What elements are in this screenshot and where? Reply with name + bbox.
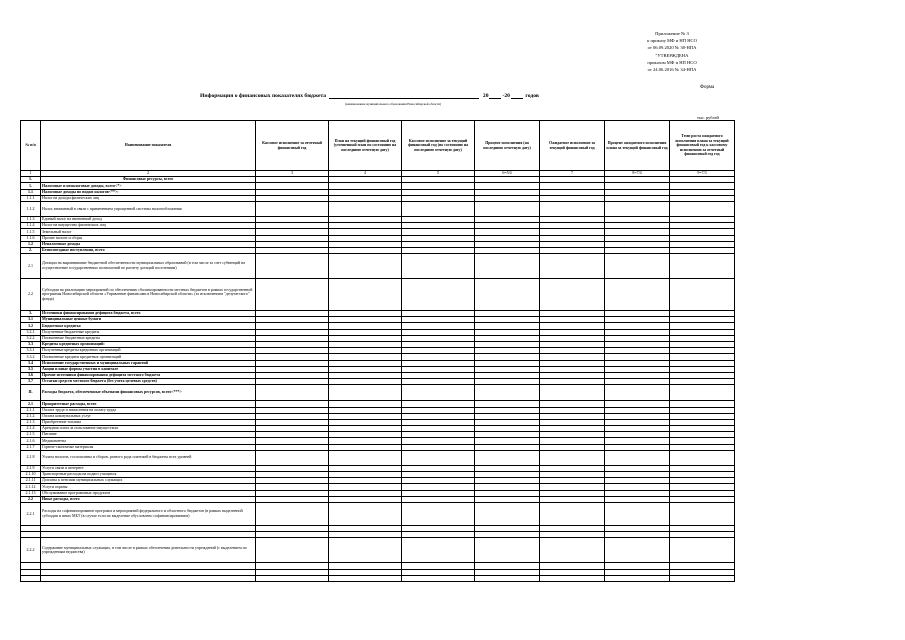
value-cell[interactable]	[540, 201, 605, 216]
row-name: Уплата налогов, госпошлины и сборов, разного рода платежей в бюджеты всех уровней	[41, 450, 256, 465]
value-cell[interactable]	[605, 575, 670, 581]
value-cell[interactable]	[402, 450, 475, 465]
table-row	[21, 385, 735, 401]
row-code: 1.1.2	[21, 201, 41, 216]
title-text: Информация о финансовых показателях бюджета	[200, 93, 327, 99]
approval-line: "УТВЕРЖДЕНА	[655, 52, 689, 58]
row-code: 2.1.7	[21, 444, 41, 450]
row-name: Налоговые доходы по видам налогов<**>:	[41, 189, 256, 195]
value-cell[interactable]	[605, 538, 670, 563]
row-code: 1.	[21, 183, 41, 189]
value-cell[interactable]	[605, 201, 670, 216]
value-cell[interactable]	[402, 502, 475, 525]
value-cell[interactable]	[402, 385, 475, 401]
row-code: II.	[21, 385, 41, 401]
value-cell[interactable]	[402, 201, 475, 216]
table-row	[21, 201, 735, 216]
row-name: Арендная плата за пользование имуществом	[41, 426, 256, 432]
title-blank-line	[329, 98, 479, 99]
value-cell[interactable]	[329, 575, 402, 581]
row-code: 2.2	[21, 279, 41, 311]
row-name: Полученные бюджетные кредиты	[41, 329, 256, 335]
row-name: Обслуживание программных продуктов	[41, 490, 256, 496]
value-cell[interactable]	[329, 279, 402, 311]
row-code	[21, 575, 41, 581]
column-header: План на текущий финансовый год (уточненный план по состоянию на последнюю отчетную дату)	[329, 121, 402, 171]
financial-indicators-table	[20, 120, 735, 582]
row-name: Оплата труда и начисления на оплату труда	[41, 407, 256, 413]
row-name: Оплата коммунальных услуг	[41, 413, 256, 419]
value-cell[interactable]	[475, 575, 540, 581]
row-code: 2.1.6	[21, 438, 41, 444]
row-name: Бюджетные кредиты:	[41, 323, 256, 329]
form-label: Форма	[700, 85, 715, 90]
row-code: 1.1.6	[21, 235, 41, 241]
column-number: 7	[540, 171, 605, 177]
column-number: 1	[21, 171, 41, 177]
row-name: Приоритетные расходы, всего	[41, 401, 256, 407]
row-name: Приобретение топлива	[41, 419, 256, 425]
value-cell[interactable]	[329, 201, 402, 216]
row-name: Единый налог на вмененный доход	[41, 216, 256, 222]
value-cell[interactable]	[605, 279, 670, 311]
row-code: 2.2.1	[21, 502, 41, 525]
column-number: 8=7/4	[605, 171, 670, 177]
table-row	[21, 502, 735, 525]
row-name: Акции и иные формы участия в капитале	[41, 366, 256, 372]
column-number: 9=7/3	[670, 171, 735, 177]
title-subtitle: (наименование муниципального образования Новосибирской области)	[345, 102, 441, 106]
row-code: 2.1.11	[21, 478, 41, 484]
row-code: 2.1.3	[21, 419, 41, 425]
value-cell[interactable]	[605, 450, 670, 465]
value-cell[interactable]	[540, 450, 605, 465]
title-year-mid: -20	[502, 93, 510, 99]
row-name: Горюче-смазочные материалы	[41, 444, 256, 450]
column-header: Кассовое исполнение за отчетный финансовый год	[256, 121, 329, 171]
row-code: 1.2	[21, 241, 41, 247]
value-cell[interactable]	[256, 502, 329, 525]
row-code: 2.1	[21, 254, 41, 279]
row-code: 2.2.2	[21, 538, 41, 563]
row-code: 3.6	[21, 372, 41, 378]
row-name: Безвозмездные поступления, всего	[41, 247, 256, 253]
row-code: 3.2	[21, 323, 41, 329]
row-name: Иные расходы, всего	[41, 496, 256, 502]
column-header: Процент ожидаемого исполнения плана за текущий финансовый год	[605, 121, 670, 171]
row-code: 3.7	[21, 379, 41, 385]
value-cell[interactable]	[329, 254, 402, 279]
row-code: 2.1.8	[21, 450, 41, 465]
title-year-suffix: годов	[525, 93, 539, 99]
row-name: Медикаменты	[41, 438, 256, 444]
row-code: 1.1	[21, 189, 41, 195]
row-code: 3.2.1	[21, 329, 41, 335]
column-header: Кассовое исполнение за текущий финансовый год (по состоянию на последнюю отчетную дату)	[402, 121, 475, 171]
row-name: Дотации на выравнивание бюджетной обеспеченности муниципальных образований (в том числе за счет субвенций на осуществление государственных полномочий по расчету дотаций поселениям)	[41, 254, 256, 279]
row-name: Прочие источники финансирования дефицита местного бюджета	[41, 372, 256, 378]
column-header: Наименование показателя	[41, 121, 256, 171]
approval-line: от 24.06.2016 № 34-НПА	[647, 67, 697, 73]
value-cell[interactable]	[475, 385, 540, 401]
header-row	[21, 121, 735, 171]
row-name: Расходы на софинансирование программ и мероприятий федерального и областного бюджетов (в рамках выделенной субсидии и иных МБТ (в случае если их выделение обусловлено софинансированием)	[41, 502, 256, 525]
row-code: 1.1.4	[21, 223, 41, 229]
row-code: 2.1.10	[21, 472, 41, 478]
row-name: Погашенные кредиты кредитных организаций	[41, 354, 256, 360]
title-year-blank	[489, 98, 501, 99]
row-code: 2.1.2	[21, 413, 41, 419]
row-name: Погашенные бюджетные кредиты	[41, 335, 256, 341]
value-cell[interactable]	[402, 575, 475, 581]
row-code: 3.3.1	[21, 348, 41, 354]
value-cell[interactable]	[402, 538, 475, 563]
value-cell[interactable]	[256, 201, 329, 216]
row-name: Полученные кредиты кредитных организаций	[41, 348, 256, 354]
row-code: 1.1.5	[21, 229, 41, 235]
column-number: 3	[256, 171, 329, 177]
value-cell[interactable]	[670, 201, 735, 216]
row-code: 1.1.3	[21, 216, 41, 222]
row-name: Транспортные расходы на подвоз учащихся	[41, 472, 256, 478]
table-row	[21, 279, 735, 311]
approval-line: Приложение № 3	[655, 31, 689, 36]
value-cell[interactable]	[670, 385, 735, 401]
value-cell[interactable]	[256, 254, 329, 279]
value-cell[interactable]	[402, 279, 475, 311]
value-cell[interactable]	[329, 385, 402, 401]
approval-block	[612, 30, 732, 73]
row-code: I.	[21, 177, 41, 183]
row-code: 2.1.13	[21, 490, 41, 496]
value-cell[interactable]	[540, 385, 605, 401]
row-code: 2.1.1	[21, 407, 41, 413]
approval-line: от 06.09.2020 № 38-НПА	[647, 45, 697, 51]
value-cell[interactable]	[605, 385, 670, 401]
row-name: Остатки средств местного бюджета (без учета целевых средств)	[41, 379, 256, 385]
row-name: Услуги связи и интернет	[41, 465, 256, 471]
row-name: Земельный налог	[41, 229, 256, 235]
title-year-blank	[511, 98, 523, 99]
value-cell[interactable]	[256, 575, 329, 581]
row-code: 3.3.2	[21, 354, 41, 360]
column-header: Темп роста ожидаемого исполнения плана за текущий финансовый год к кассовому исполнению за отчетный финансовый год год	[670, 121, 735, 171]
value-cell[interactable]	[540, 279, 605, 311]
column-header: Процент исполнения (на последнюю отчетную дату)	[475, 121, 540, 171]
row-code: 2.1.5	[21, 432, 41, 438]
table-row	[21, 575, 735, 581]
row-code: 2.1.12	[21, 484, 41, 490]
value-cell[interactable]	[670, 450, 735, 465]
row-code: 3.2.2	[21, 335, 41, 341]
value-cell[interactable]	[256, 450, 329, 465]
value-cell[interactable]	[475, 538, 540, 563]
title-year-prefix: 20	[482, 93, 489, 99]
value-cell[interactable]	[329, 450, 402, 465]
row-name: Источники финансирования дефицита бюджета, всего	[41, 311, 256, 317]
value-cell[interactable]	[605, 502, 670, 525]
value-cell[interactable]	[256, 538, 329, 563]
column-header: Ожидаемое исполнение за текущий финансовый год	[540, 121, 605, 171]
value-cell[interactable]	[475, 450, 540, 465]
row-name	[41, 575, 256, 581]
row-name: Кредиты кредитных организаций:	[41, 342, 256, 348]
row-name: Исполнение государственных и муниципальных гарантий	[41, 360, 256, 366]
row-name: Расходы бюджета, обеспеченные объемами финансовых ресурсов, всего<***>	[41, 385, 256, 401]
units-label: тыс. рублей	[697, 115, 719, 120]
approval-line: к приказу МФ и НП НСО	[647, 38, 697, 44]
value-cell[interactable]	[256, 385, 329, 401]
value-cell[interactable]	[329, 538, 402, 563]
column-header: № п/п	[21, 121, 41, 171]
approval-line: приказом МФ и НП НСО	[647, 59, 697, 65]
row-name: Неналоговые доходы	[41, 241, 256, 247]
row-name: Налог, взимаемый в связи с применением упрощенной системы налогообложения	[41, 201, 256, 216]
value-cell[interactable]	[670, 279, 735, 311]
row-code: 1.1.1	[21, 195, 41, 201]
document-title	[200, 93, 620, 99]
column-number: 6=5/4	[475, 171, 540, 177]
row-code: 2.1.4	[21, 426, 41, 432]
row-name: Субсидии на реализацию мероприятий по обеспечению сбалансированности местных бюджетов в рамках государственной программы Новосибирской области «Управление финансами в Новосибирской области» (за исключением "депутатского" фонда)	[41, 279, 256, 311]
table-row	[21, 538, 735, 563]
value-cell[interactable]	[540, 254, 605, 279]
row-code: 3.3	[21, 342, 41, 348]
row-name: Доплаты к пенсиям муниципальных служащих	[41, 478, 256, 484]
value-cell[interactable]	[402, 254, 475, 279]
value-cell[interactable]	[670, 254, 735, 279]
row-code: 3.5	[21, 366, 41, 372]
value-cell[interactable]	[475, 201, 540, 216]
row-code: 3.4	[21, 360, 41, 366]
row-name: Содержание муниципальных служащих, в том числе в рамках обеспечения деятельности учреждений (с выделением по учреждениям ведомства)	[41, 538, 256, 563]
row-name: Налог на имущество физических лиц	[41, 223, 256, 229]
value-cell[interactable]	[605, 254, 670, 279]
row-name: Питание	[41, 432, 256, 438]
value-cell[interactable]	[670, 502, 735, 525]
column-number: 4	[329, 171, 402, 177]
row-code: 2.	[21, 247, 41, 253]
value-cell[interactable]	[540, 502, 605, 525]
row-name: Налоговые и неналоговые доходы, всего<*>	[41, 183, 256, 189]
value-cell[interactable]	[329, 502, 402, 525]
column-number: 5	[402, 171, 475, 177]
row-code: 2.1.9	[21, 465, 41, 471]
table-row	[21, 450, 735, 465]
value-cell[interactable]	[475, 279, 540, 311]
row-name: Прочие налоги и сборы	[41, 235, 256, 241]
row-name: Налог на доходы физических лиц	[41, 195, 256, 201]
row-name: Услуги охраны	[41, 484, 256, 490]
row-code: 2.1	[21, 401, 41, 407]
column-number: 2	[41, 171, 256, 177]
row-name: Муниципальные ценные бумаги	[41, 317, 256, 323]
row-name: Финансовые ресурсы, всего	[41, 177, 256, 183]
row-code: 3.1	[21, 317, 41, 323]
value-cell[interactable]	[540, 538, 605, 563]
value-cell[interactable]	[475, 254, 540, 279]
value-cell[interactable]	[670, 575, 735, 581]
value-cell[interactable]	[670, 538, 735, 563]
value-cell[interactable]	[540, 575, 605, 581]
row-code: 3.	[21, 311, 41, 317]
row-code: 2.2	[21, 496, 41, 502]
table-row	[21, 254, 735, 279]
value-cell[interactable]	[256, 279, 329, 311]
value-cell[interactable]	[475, 502, 540, 525]
